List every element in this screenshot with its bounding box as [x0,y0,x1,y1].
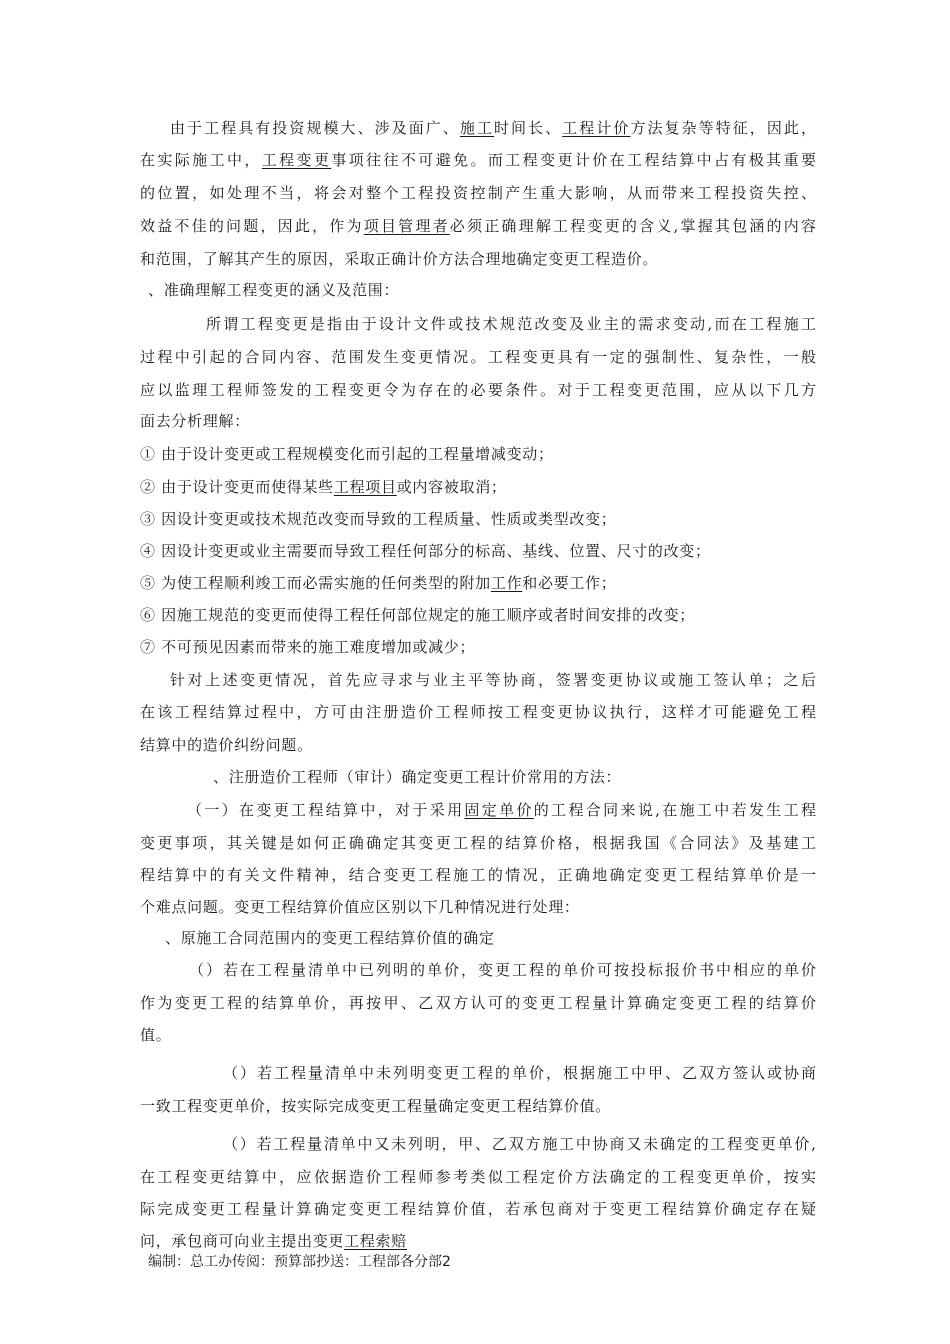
paragraph-definition-line-4: 面去分析理解： [140,412,250,430]
list-item-2 [140,477,816,497]
link-project-manager[interactable]: 项目管理者 [363,217,450,235]
link-project-change[interactable]: 工程变更 [261,151,332,169]
link-fixed-unit-price[interactable]: 固定单价 [464,801,534,819]
paragraph-intro-line-5: 和范围，了解其产生的原因，采取正确计价方法合理地确定变更工程造价。 [140,250,659,268]
paragraph-case-2-line-1: （）若工程量清单中未列明变更工程的单价，根据施工中甲、乙双方签认或协商 [223,1064,816,1082]
section-heading-3: 、原施工合同范围内的变更工程结算价值的确定 [165,929,495,947]
paragraph-intro-line-3: 的位置，如处理不当，将会对整个工程投资控制产生重大影响，从而带来工程投资失控、 [140,184,816,202]
paragraph-intro-line-1 [170,118,816,138]
section-heading-1: 、准确理解工程变更的涵义及范围： [148,281,400,299]
text: 时间长、 [494,119,563,137]
list-item-7: ⑦ 不可预见因素而带来的施工难度增加或减少； [140,638,476,656]
paragraph-negotiation-line-3: 结算中的造价纠纷问题。 [140,736,313,754]
text: （一）在变更工程结算中，对于采用 [187,801,465,819]
text: 效益不佳的问题，因此，作为 [140,217,364,235]
paragraph-fixed-price-line-1 [187,800,816,820]
paragraph-definition-line-3: 应以监理工程师签发的工程变更令为存在的必要条件。对于工程变更范围，应从以下几方 [140,381,816,399]
link-project-item[interactable]: 工程项目 [333,478,397,496]
text: 和必要工作； [522,574,617,592]
link-project-claim[interactable]: 工程索赔 [344,1232,407,1250]
paragraph-fixed-price-line-4: 个难点问题。变更工程结算价值应区别以下几种情况进行处理： [140,898,580,916]
paragraph-intro-line-4 [140,216,816,236]
list-item-6: ⑥ 因施工规范的变更而使得工程任何部位规定的施工顺序或者时间安排的改变； [140,606,695,624]
section-heading-2: 、注册造价工程师（审计）确定变更工程计价常用的方法： [213,768,622,786]
paragraph-case-1-line-1: （）若在工程量清单中已列明的单价，变更工程的单价可按投标报价书中相应的单价 [189,961,816,979]
paragraph-case-3-line-1: （）若工程量清单中又未列明，甲、乙双方施工中协商又未确定的工程变更单价, [223,1135,816,1153]
text: 必须正确理解工程变更的含义,掌握其包涵的内容 [449,217,816,235]
paragraph-case-3-line-3: 际完成变更工程量计算确定变更工程结算价值，若承包商对于变更工程结算价确定存在疑 [140,1200,816,1218]
text: 事项往往不可避免。而工程变更计价在工程结算中占有极其重要 [331,151,816,169]
paragraph-case-1-line-3: 值。 [140,1026,172,1044]
link-construction[interactable]: 施工 [459,119,494,137]
paragraph-intro-line-2 [140,150,816,170]
list-item-1: ① 由于设计变更或工程规模变化而引起的工程量增减变动； [140,445,554,463]
paragraph-negotiation-line-1: 针对上述变更情况，首先应寻求与业主平等协商，签署变更协议或施工签认单；之后 [170,671,816,689]
distribution-footer: 编制：总工办传阅：预算部抄送：工程部各分部2 [148,1254,451,1270]
text: 方法复杂等特征，因此， [630,119,816,137]
paragraph-fixed-price-line-3: 程结算中的有关文件精神，结合变更工程施工的情况，正确地确定变更工程结算单价是一 [140,866,816,884]
paragraph-fixed-price-line-2: 变更事项，其关键是如何正确确定其变更工程的结算价格，根据我国《合同法》及基建工 [140,834,816,852]
list-item-4: ④ 因设计变更或业主需要而导致工程任何部分的标高、基线、位置、尺寸的改变； [140,542,711,560]
paragraph-definition-line-2: 过程中引起的合同内容、范围发生变更情况。工程变更具有一定的强制性、复杂性，一般 [140,348,816,366]
paragraph-negotiation-line-2: 在该工程结算过程中，方可由注册造价工程师按工程变更协议执行，这样才可能避免工程 [140,703,816,721]
list-item-5 [140,573,816,593]
text: ② 由于设计变更而使得某些 [140,478,334,496]
paragraph-case-3-line-2: 在工程变更结算中，应依据造价工程师参考类似工程定价方法确定的工程变更单价，按实 [140,1168,816,1186]
text: 在实际施工中， [140,151,262,169]
text: 的工程合同来说,在施工中若发生工程 [533,801,816,819]
paragraph-case-2-line-2: 一致工程变更单价，按实际完成变更工程量确定变更工程结算价值。 [140,1097,612,1115]
paragraph-case-3-line-4 [140,1231,816,1251]
text: ⑤ 为使工程顺利竣工而必需实施的任何类型的附加 [140,574,491,592]
link-work[interactable]: 工作 [490,574,523,592]
paragraph-definition-line-1: 所谓工程变更是指由于设计文件或技术规范改变及业主的需求变动,而在工程施工 [206,315,816,333]
text: 问，承包商可向业主提出变更 [140,1232,345,1250]
paragraph-case-1-line-2: 作为变更工程的结算单价，再按甲、乙双方认可的变更工程量计算确定变更工程的结算价 [140,994,816,1012]
link-project-pricing[interactable]: 工程计价 [562,119,631,137]
list-item-3: ③ 因设计变更或技术规范改变而导致的工程质量、性质或类型改变； [140,510,617,528]
text: 或内容被取消； [396,478,507,496]
text: 由于工程具有投资规模大、涉及面广、 [170,119,460,137]
